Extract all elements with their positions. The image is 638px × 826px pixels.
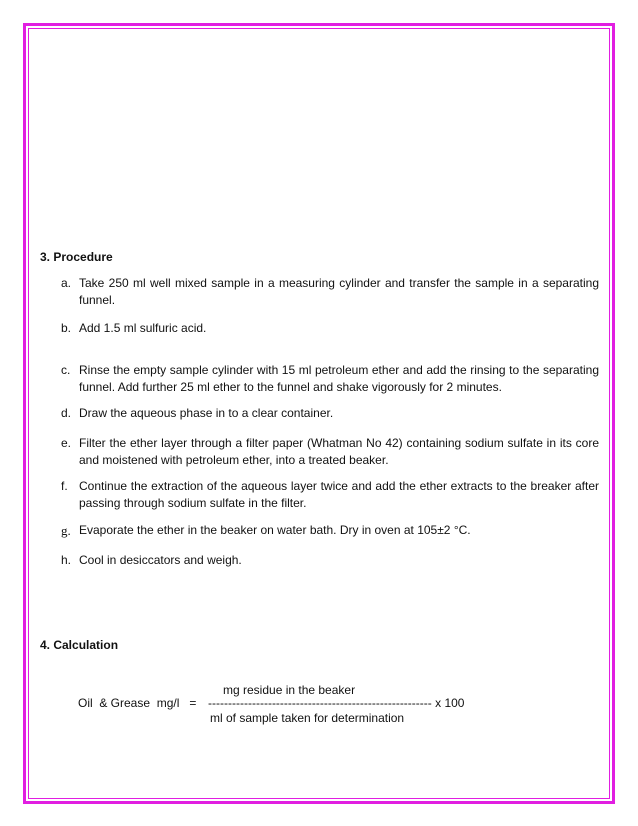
step-letter: d.: [61, 406, 72, 420]
step-letter: c.: [61, 363, 71, 377]
step-letter: b.: [61, 321, 72, 335]
step-text: Add 1.5 ml sulfuric acid.: [79, 321, 207, 335]
step-text: Continue the extraction of the aqueous layer twice and add the ether extracts to the breaker after passing through sodium sulfate in the filter.: [79, 479, 599, 510]
procedure-step-b: [61, 320, 599, 337]
procedure-step-h: [61, 552, 599, 569]
procedure-step-f: [61, 478, 599, 512]
step-letter: g.: [61, 523, 71, 538]
procedure-step-e: [61, 435, 599, 469]
procedure-heading: 3. Procedure: [40, 250, 113, 264]
procedure-step-c: [61, 362, 599, 396]
formula-numerator: mg residue in the beaker: [223, 683, 356, 697]
formula-fraction-line: -------------------------------------------------------- x 100: [208, 696, 465, 710]
step-text: Evaporate the ether in the beaker on water bath. Dry in oven at 105±2 °C.: [79, 523, 471, 537]
procedure-step-g: [61, 522, 599, 539]
procedure-step-d: [61, 405, 599, 422]
step-text: Take 250 ml well mixed sample in a measuring cylinder and transfer the sample in a separating funnel.: [79, 276, 599, 307]
step-letter: h.: [61, 553, 72, 567]
step-text: Cool in desiccators and weigh.: [79, 553, 242, 567]
step-text: Draw the aqueous phase in to a clear container.: [79, 406, 334, 420]
step-text: Filter the ether layer through a filter paper (Whatman No 42) containing sodium sulfate in its core and moistened with petroleum ether, into a treated beaker.: [79, 436, 599, 467]
step-letter: e.: [61, 436, 72, 450]
step-letter: f.: [61, 479, 68, 493]
calculation-heading: 4. Calculation: [40, 638, 119, 652]
formula-lhs: Oil & Grease mg/l =: [78, 696, 197, 710]
formula-denominator: ml of sample taken for determination: [210, 711, 405, 725]
step-letter: a.: [61, 276, 72, 290]
procedure-step-a: [61, 275, 599, 309]
step-text: Rinse the empty sample cylinder with 15 ml petroleum ether and add the rinsing to the separating funnel. Add further 25 ml ether to the funnel and shake vigorously for 2 minutes.: [79, 363, 599, 394]
